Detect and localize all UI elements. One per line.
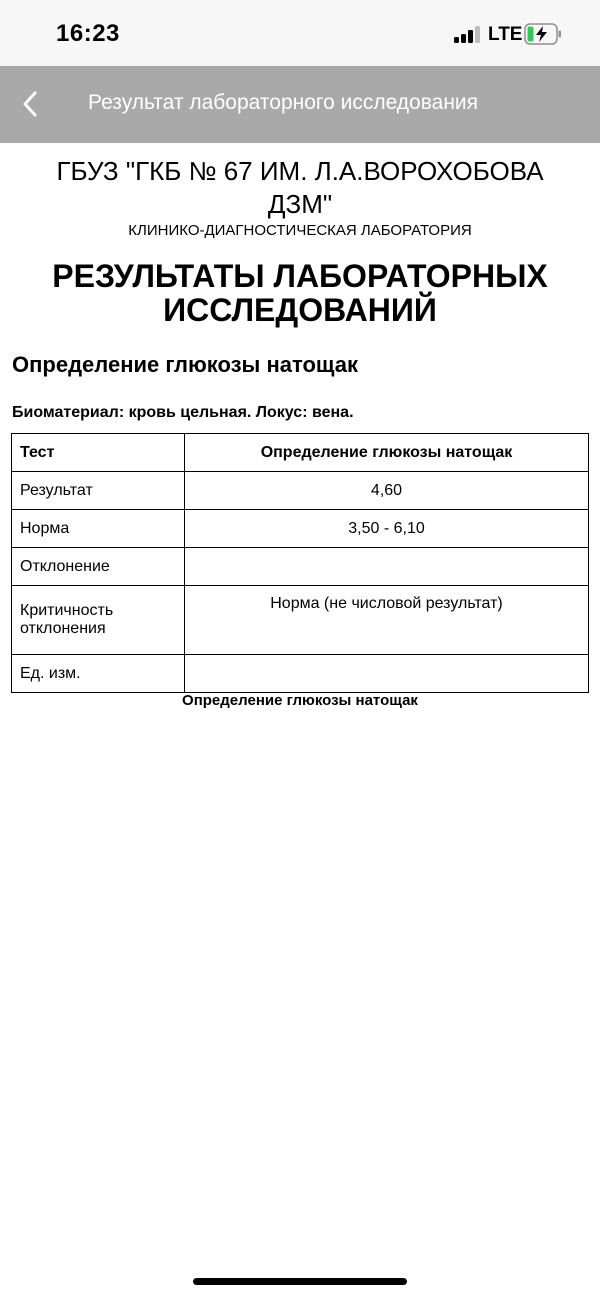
table-row xyxy=(12,472,589,510)
table-caption: Определение глюкозы натощак xyxy=(182,692,418,709)
table-cell-label: Тест xyxy=(12,434,185,472)
table-row xyxy=(12,586,589,655)
table-row xyxy=(12,510,589,548)
table-cell-label: Отклонение xyxy=(12,548,185,586)
biomaterial-info: Биоматериал: кровь цельная. Локус: вена. xyxy=(12,404,354,421)
status-bar xyxy=(0,0,600,66)
table-row xyxy=(12,548,589,586)
chevron-left-icon xyxy=(22,91,38,117)
status-time: 16:23 xyxy=(56,20,120,47)
report-title: РЕЗУЛЬТАТЫ ЛАБОРАТОРНЫХ ИССЛЕДОВАНИЙ xyxy=(52,258,548,328)
laboratory-name: КЛИНИКО-ДИАГНОСТИЧЕСКАЯ ЛАБОРАТОРИЯ xyxy=(128,222,472,239)
table-cell-value: 3,50 - 6,10 xyxy=(185,510,589,548)
table-cell-label: Ед. изм. xyxy=(12,655,185,693)
table-cell-label: Результат xyxy=(12,472,185,510)
table-header-row xyxy=(12,434,589,472)
organization-name: ГБУЗ "ГКБ № 67 ИМ. Л.А.ВОРОХОБОВА ДЗМ" xyxy=(56,156,544,219)
results-table xyxy=(11,433,589,693)
network-type: LTE xyxy=(488,24,523,45)
back-button[interactable] xyxy=(10,80,50,128)
table-cell-value: Определение глюкозы натощак xyxy=(185,434,589,472)
table-cell-value: Норма (не числовой результат) xyxy=(185,586,589,655)
table-row xyxy=(12,655,589,693)
table-cell-label: Критичность отклонения xyxy=(12,586,185,655)
table-cell-value: 4,60 xyxy=(185,472,589,510)
table-cell-value xyxy=(185,548,589,586)
table-cell-label: Норма xyxy=(12,510,185,548)
navigation-bar xyxy=(0,66,600,143)
page-title: Результат лабораторного исследования xyxy=(88,91,479,114)
cellular-signal-icon xyxy=(454,25,482,43)
home-indicator[interactable] xyxy=(193,1278,407,1285)
battery-charging-icon xyxy=(524,23,562,45)
test-heading: Определение глюкозы натощак xyxy=(12,352,358,377)
table-cell-value xyxy=(185,655,589,693)
